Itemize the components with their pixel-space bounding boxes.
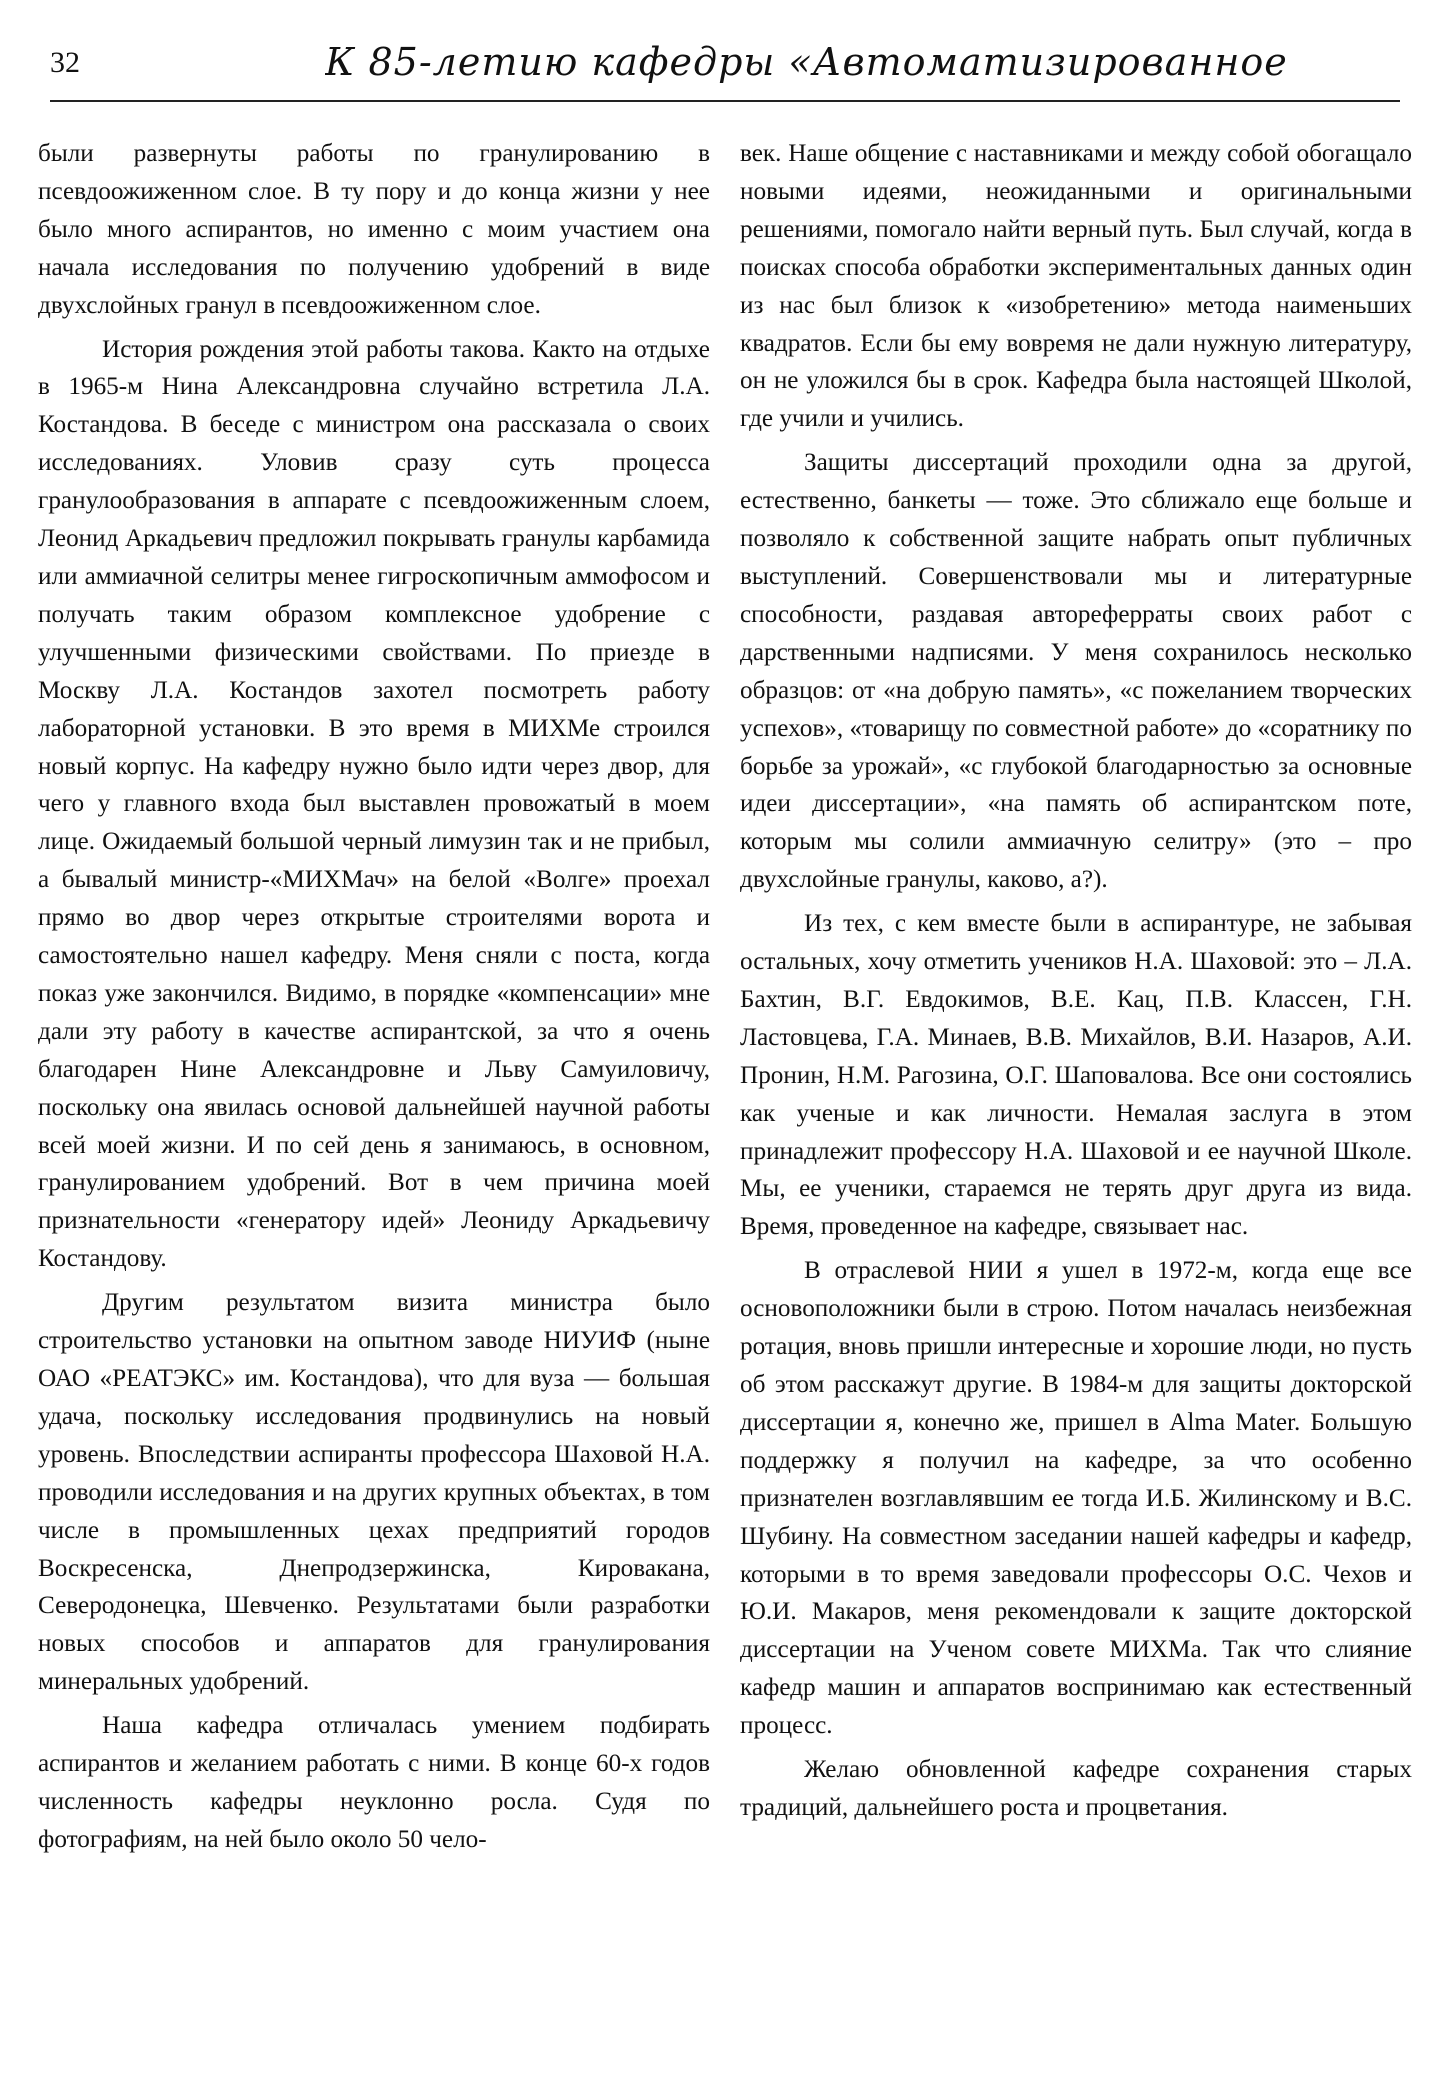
paragraph: Из тех, с кем вместе были в аспирантуре, не забывая остальных, хочу отметить учеников Н.А. Шаховой: это – Л.А. Бахтин, В.Г. Евдокимов, В.Е. Кац, П.В. Классен, Г.Н. Ластовцева, Г.А. Минаев, В.В. Михайлов, В.И. Назаров, А.И. Пронин, Н.М. Рагозина, О.Г. Шаповалова. Все они состоялись как ученые и как личности. Немалая заслуга в этом принадлежит профессору Н.А. Шаховой и ее научной Школе. Мы, ее ученики, стараемся не терять друг друга из вида. Время, проведенное на кафедре, связывает нас. [740, 910, 1412, 1241]
right-column [740, 135, 1412, 2055]
text-columns [38, 135, 1412, 2055]
paragraph: век. Наше общение с наставниками и между собой обогащало новыми идеями, неожиданными и оригинальными решениями, помогало найти верный путь. Был случай, когда в поисках способа обработки экспериментальных данных один из нас был близок к «изобретению» метода наименьших квадратов. Если бы ему вовремя не дали нужную литературу, он не уложился бы в срок. Кафедра была настоящей Школой, где учили и учились. [740, 140, 1412, 433]
paragraph: Наша кафедра отличалась умением подбирать аспирантов и желанием работать с ними. В конце 60-х годов численность кафедры неуклонно росла. Судя по фотографиям, на ней было около 50 чело- [38, 1712, 710, 1853]
page-number: 32 [50, 46, 80, 79]
running-head: К 85-летию кафедры «Автоматизированное [325, 40, 1288, 84]
page-header [50, 40, 1400, 102]
paragraph: История рождения этой работы такова. Както на отдыхе в 1965-м Нина Александровна случайно встретила Л.А. Костандова. В беседе с министром она рассказала о своих исследованиях. Уловив сразу суть процесса гранулообразования в аппарате с псевдоожиженным слоем, Леонид Аркадьевич предложил покрывать гранулы карбамида или аммиачной селитры менее гигроскопичным аммофосом и получать таким образом комплексное удобрение с улучшенными физическими свойствами. По приезде в Москву Л.А. Костандов захотел посмотреть работу лабораторной установки. В это время в МИХМе строился новый корпус. На кафедру нужно было идти через двор, для чего у главного входа был выставлен провожатый в моем лице. Ожидаемый большой черный лимузин так и не прибыл, а бывалый министр-«МИХМач» на белой «Волге» проехал прямо во двор через открытые строителями ворота и самостоятельно нашел кафедру. Меня сняли с поста, когда показ уже закончился. Видимо, в порядке «компенсации» мне дали эту работу в качестве аспирантской, за что я очень благодарен Нине Александровне и Льву Самуиловичу, поскольку она явилась основой дальнейшей научной работы всей моей жизни. И по сей день я занимаюсь, в основном, гранулированием удобрений. Вот в чем причина моей признательности «генератору идей» Леониду Аркадьевичу Костандову. [38, 335, 710, 1273]
paragraph: Другим результатом визита министра было строительство установки на опытном заводе НИУИФ (ныне ОАО «РЕАТЭКС» им. Костандова), что для вуза — большая удача, поскольку исследования продвинулись на новый уровень. Впоследствии аспиранты профессора Шаховой Н.А. проводили исследования и на других крупных объектах, в том числе в промышленных цехах предприятий городов Воскресенска, Днепродзержинска, Кировакана, Северодонецка, Шевченко. Результатами были разработки новых способов и аппаратов для гранулирования минеральных удобрений. [38, 1289, 710, 1696]
left-column [38, 135, 710, 2055]
paragraph: Желаю обновленной кафедре сохранения старых традиций, дальнейшего роста и процветания. [740, 1756, 1412, 1821]
paragraph: В отраслевой НИИ я ушел в 1972-м, когда еще все основоположники были в строю. Потом началась неизбежная ротация, вновь пришли интересные и хорошие люди, но пусть об этом расскажут другие. В 1984-м для защиты докторской диссертации я, конечно же, пришел в Alma Mater. Большую поддержку я получил на кафедре, за что особенно признателен возглавлявшим ее тогда И.Б. Жилинскому и В.С. Шубину. На совместном заседании нашей кафедры и кафедр, которыми в то время заведовали профессоры О.С. Чехов и Ю.И. Макаров, меня рекомендовали к защите докторской диссертации на Ученом совете МИХМа. Так что слияние кафедр машин и аппаратов воспринимаю как естественный процесс. [740, 1257, 1412, 1740]
paragraph: были развернуты работы по гранулированию в псевдоожиженном слое. В ту пору и до конца жизни у нее было много аспирантов, но именно с моим участием она начала исследования по получению удобрений в виде двухслойных гранул в псевдоожиженном слое. [38, 140, 710, 319]
paragraph: Защиты диссертаций проходили одна за другой, естественно, банкеты — тоже. Это сближало еще больше и позволяло к собственной защите набрать опыт публичных выступлений. Совершенствовали мы и литературные способности, раздавая автореферраты своих работ с дарственными надписями. У меня сохранилось несколько образцов: от «на добрую память», «с пожеланием творческих успехов», «товарищу по совместной работе» до «соратнику по борьбе за урожай», «с глубокой благодарностью за основные идеи диссертации», «на память об аспирантском поте, которым мы солили аммиачную селитру» (это – про двухслойные гранулы, каково, а?). [740, 449, 1412, 894]
